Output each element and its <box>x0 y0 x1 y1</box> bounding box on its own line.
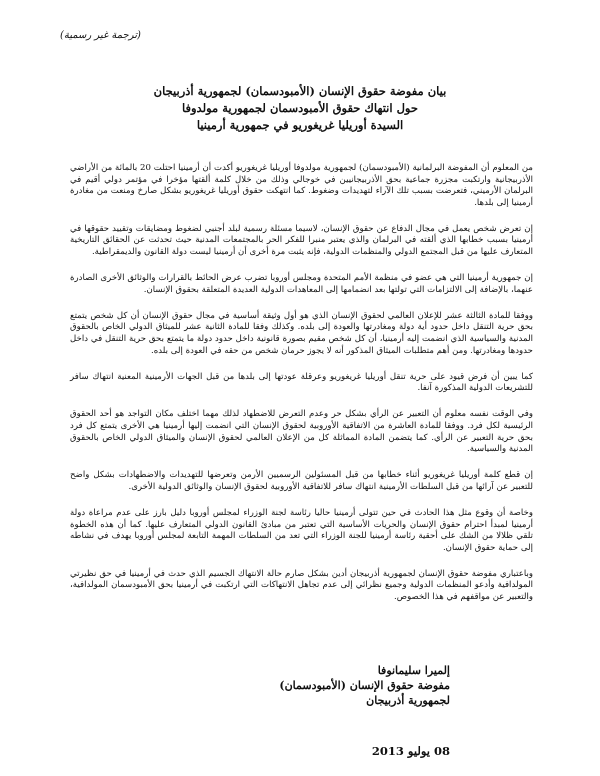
paragraph: إن قطع كلمة أوريليا غريغوريو أثناء خطابها من قبل المسئولين الرسميين الأرمن وتعرضها للتهديدات والاضطهادات بشكل واضح للتعبير عن آرائها من قبل السلطات الأرمينية انتهاك سافر للاتفاقية الأوروبية لحقوق الإنسان والوثائق الدولية الأخرى. <box>70 470 533 492</box>
paragraph: إن جمهورية أرمينيا التي هي عضو في منظمة الأمم المتحدة ومجلس أوروبا تضرب عرض الحائط بالقرارات والوثائق الأخرى الصادرة عنهما، بالإضافة إلى الالتزامات التي تولتها بعد انضمامها إلى المعاهدات الدولية العديدة المتعلقة بحقوق الإنسان. <box>70 273 533 295</box>
document-body <box>70 163 533 618</box>
signatory-name: إلميرا سليمانوفا <box>377 664 450 677</box>
signatory-title: مفوضة حقوق الإنسان (الأمبودسمان) <box>279 679 450 692</box>
document-date: 08 يوليو 2013 <box>371 744 450 758</box>
title-line-1: بيان مفوضة حقوق الإنسان (الأمبودسمان) لجمهورية أذربيجان <box>153 84 447 98</box>
paragraph: كما يبين أن فرض قيود على حرية تنقل أوريليا غريغوريو وعرقلة عودتها إلى بلدها من قبل الجهات الأرمينية المعنية انتهاك سافر للتشريعات الدولية المذكورة آنفا. <box>70 371 533 394</box>
title-line-3: السيدة أوريليا غريغوريو في جمهورية أرمينيا <box>196 118 404 132</box>
paragraph: إن تعرض شخص يعمل في مجال الدفاع عن حقوق الإنسان، لاسيما مسئلة رسمية لبلد أجنبي لضغوط ومضايقات وتقييد حقوقها في أرمينيا بسبب خطابها الذي ألقته في البرلمان والذي يعتبر منبرا للفكر الحر بالمجتمعات المدنية حيث تحدثت عن الحقائق التاريخية المتعارف عليها من قبل المجتمع الدولي والمنظمات الدولية، فإنه يثبت مرة أخرى أن أرمينيا ليست دولة القانون والديمقراطية. <box>70 223 533 258</box>
title-line-2: حول انتهاك حقوق الأمبودسمان لجمهورية مولدوفا <box>182 101 418 115</box>
paragraph: وخاصة أن وقوع مثل هذا الحادث في حين تتولى أرمينيا حاليا رئاسة لجنة الوزراء لمجلس أوروبا دليل بارز على عدم مراعاة دولة أرمينيا لمبدأ احترام حقوق الإنسان والحريات الأساسية التي تعتبر من مبادئ القانون الدولي المتعارف عليها. كما أن هذه الخطوة تلقي ظلالا من الشك على أحقية رئاسة أرمينيا للجنة الوزراء التي تعد من السلطات المهمة التابعة لمجلس أوروبا يهدف في نشاطه إلى حماية حقوق الإنسان. <box>70 507 533 553</box>
signature-block <box>150 663 450 708</box>
signatory-country: لجمهورية أذربيجان <box>366 694 450 707</box>
unofficial-translation-note: (ترجمة غير رسمية) <box>60 30 141 41</box>
document-title-block <box>100 83 500 134</box>
paragraph: من المعلوم أن المفوضة البرلمانية (الأمبودسمان) لجمهورية مولدوفا أوريليا غريغوريو أكدت أن أرمينيا احتلت 20 بالمائة من الأراضي الأذربيجانية وارتكبت مجزرة جماعية بحق الأذربيجانيين في خوجالي وذلك من خلال كلمة ألقتها مؤخرا في مؤتمر دولي أقيم في البرلمان الأرميني، فتعرضت بسبب تلك الآراء لتهديدات وضغوط. كما انتهكت حقوق أوريليا غريغوريو بشكل صارخ ومنعت من مغادرة أرمينيا إلى بلدها. <box>70 163 534 208</box>
paragraph: وباعتباري مفوضة حقوق الإنسان لجمهورية أذربيجان أدين بشكل صارم حالة الانتهاك الجسيم الذي حدث في أرمينيا في حق نظيرتي المولدافية وأدعو المنظمات الدولية وجميع نظرائي إلى عدم تجاهل الانتهاكات التي ارتكبت في أرمينيا بحق الأمبودسمان المولدافية، والتعبير عن مواقفهم في هذا الخصوص. <box>70 568 533 603</box>
paragraph: ووفقا للمادة الثالثة عشر للإعلان العالمي لحقوق الإنسان الذي هو أول وثيقة أساسية في مجال حقوق الإنسان أن كل شخص يتمتع بحق حرية التنقل داخل حدود أية دولة ومغادرتها والعودة إلى بلده. وكذلك وفقا للمادة الثانية عشر للميثاق الدولي الخاص بالحقوق المدنية والسياسية الذي انضمت إليه أرمينيا، أن كل شخص مقيم بصورة قانونية داخل حدود دولة ما يتمتع بحق حرية التنقل في داخل حدودها ومغادرتها. ومن أهم متطلبات الميثاق المذكور أنه لا يجوز حرمان شخص من حقه في العودة إلى بلده. <box>70 310 533 356</box>
paragraph: وفي الوقت نفسه معلوم أن التعبير عن الرأي بشكل حر وعدم التعرض للاضطهاد لذلك مهما اختلف مكان التواجد هو أحد الحقوق الرئيسية لكل فرد. ووفقا للمادة العاشرة من الاتفاقية الأوروبية لحقوق الإنسان التي انضمت إليها أرمينيا هي الأخرى يتمتع كل فرد بحق حرية التعبير عن الرأي. كما يتضمن المادة المماثلة كل من الإعلان العالمي لحقوق الإنسان والميثاق الدولي الخاص بالحقوق المدنية والسياسية. <box>70 409 534 455</box>
